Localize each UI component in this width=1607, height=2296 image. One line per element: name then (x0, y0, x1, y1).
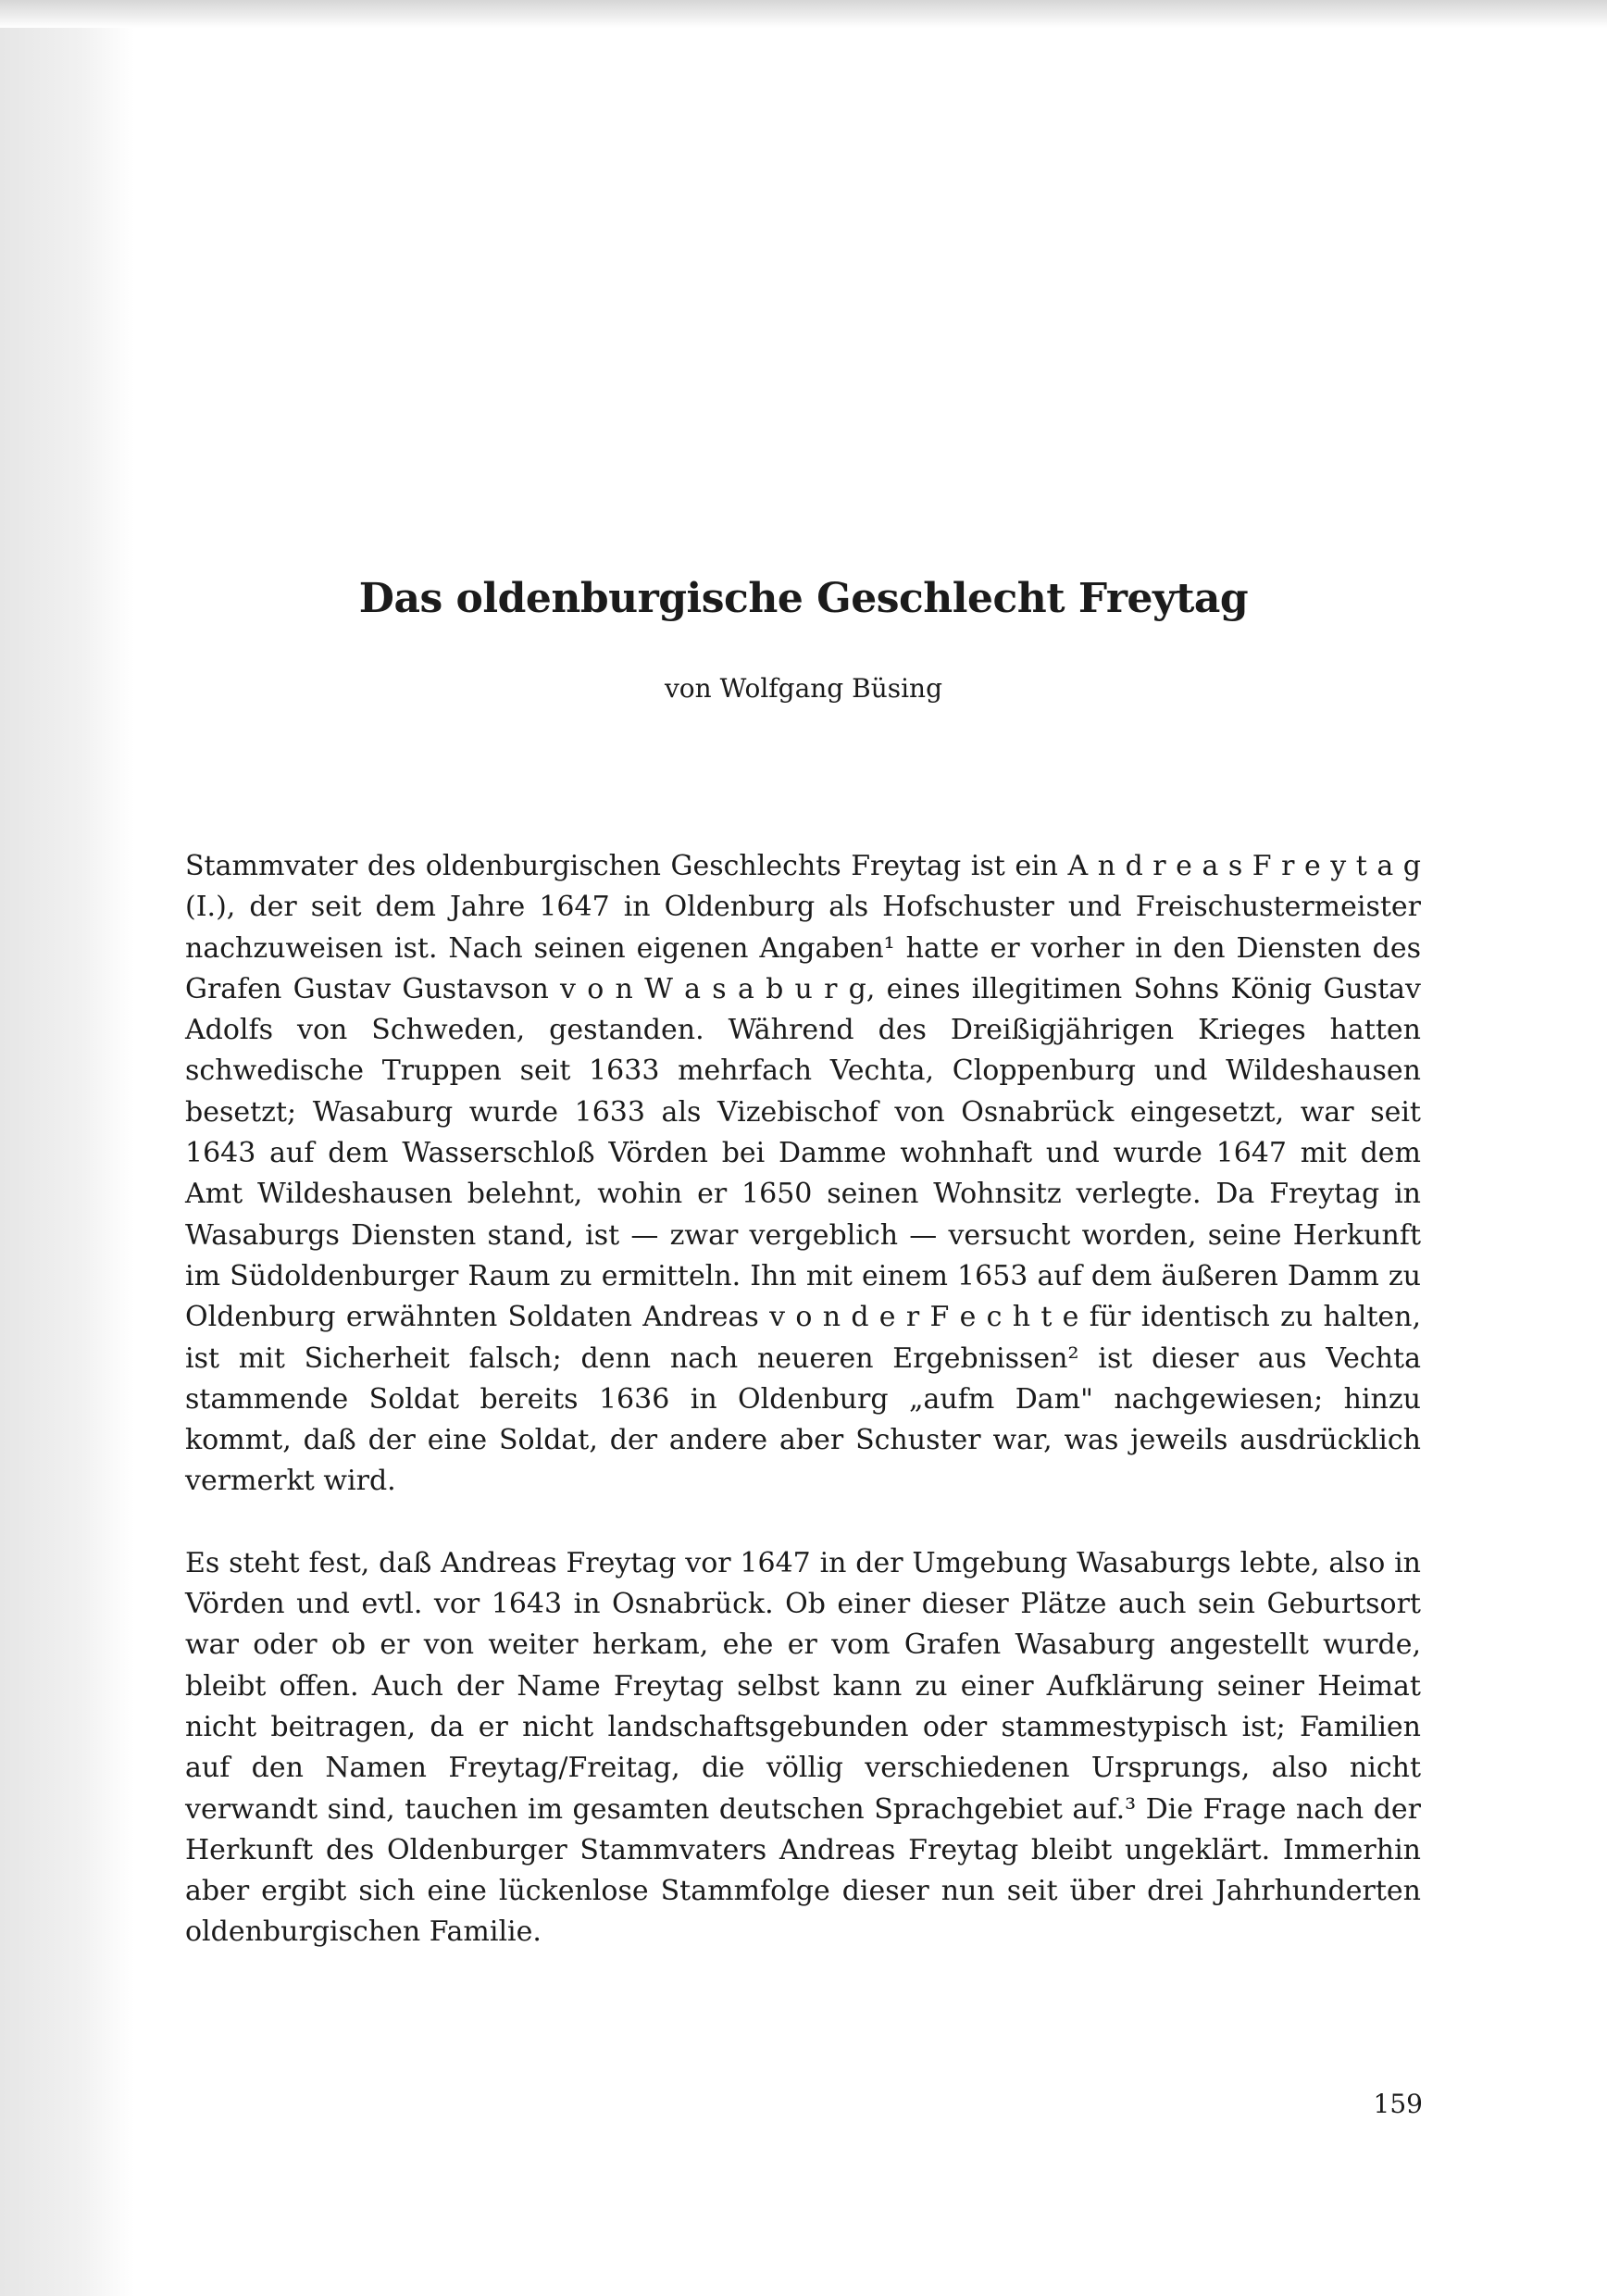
article-title: Das oldenburgische Geschlecht Freytag (358, 575, 1249, 622)
scan-edge-shadow-top (0, 0, 1607, 28)
paragraph: Es steht fest, daß Andreas Freytag vor 1647 in der Umgebung Wasaburgs lebte, also in Vörden und evtl. vor 1643 in Osnabrück. Ob einer dieser Plätze auch sein Geburtsort war oder ob er von weiter herkam, ehe er vom Grafen Wasaburg angestellt wurde, bleibt offen. Auch der Name Freytag selbst kann zu einer Aufklärung seiner Heimat nicht beitragen, da er nicht landschaftsgebunden oder stammestypisch ist; Familien auf den Namen Freytag/Freitag, die völlig verschiedenen Ursprungs, also nicht verwandt sind, tauchen im gesamten deutschen Sprachgebiet auf.³ Die Frage nach der Herkunft des Oldenburger Stammvaters Andreas Freytag bleibt ungeklärt. Immerhin aber ergibt sich eine lückenlose Stammfolge dieser nun seit über drei Jahrhunderten oldenburgischen Familie. (185, 1546, 1421, 1949)
scan-edge-shadow-left (0, 0, 134, 2296)
article-author: von Wolfgang Büsing (664, 673, 943, 704)
article-body (185, 846, 1421, 1953)
paragraph: Stammvater des oldenburgischen Geschlechts Freytag ist ein A n d r e a s F r e y t a g (I.), der seit dem Jahre 1647 in Oldenburg als Hofschuster und Freischustermeister nachzuweisen ist. Nach seinen eigenen Angaben¹ hatte er vorher in den Diensten des Grafen Gustav Gustavson v o n W a s a b u r g, eines illegitimen Sohns König Gustav Adolfs von Schweden, gestanden. Während des Dreißigjährigen Krieges hatten schwedische Truppen seit 1633 mehrfach Vechta, Cloppenburg und Wildeshausen besetzt; Wasaburg wurde 1633 als Vizebischof von Osnabrück eingesetzt, war seit 1643 auf dem Wasserschloß Vörden bei Damme wohnhaft und wurde 1647 mit dem Amt Wildeshausen belehnt, wohin er 1650 seinen Wohnsitz verlegte. Da Freytag in Wasaburgs Diensten stand, ist — zwar vergeblich — versucht worden, seine Herkunft im Südoldenburger Raum zu ermitteln. Ihn mit einem 1653 auf dem äußeren Damm zu Oldenburg erwähnten Soldaten Andreas v o n d e r F e c h t e für identisch zu halten, ist mit Sicherheit falsch; denn nach neueren Ergebnissen² ist dieser aus Vechta stammende Soldat bereits 1636 in Oldenburg „aufm Dam" nachgewiesen; hinzu kommt, daß der eine Soldat, der andere aber Schuster war, was jeweils ausdrücklich vermerkt wird. (185, 850, 1421, 1498)
page-number: 159 (1373, 2089, 1423, 2119)
